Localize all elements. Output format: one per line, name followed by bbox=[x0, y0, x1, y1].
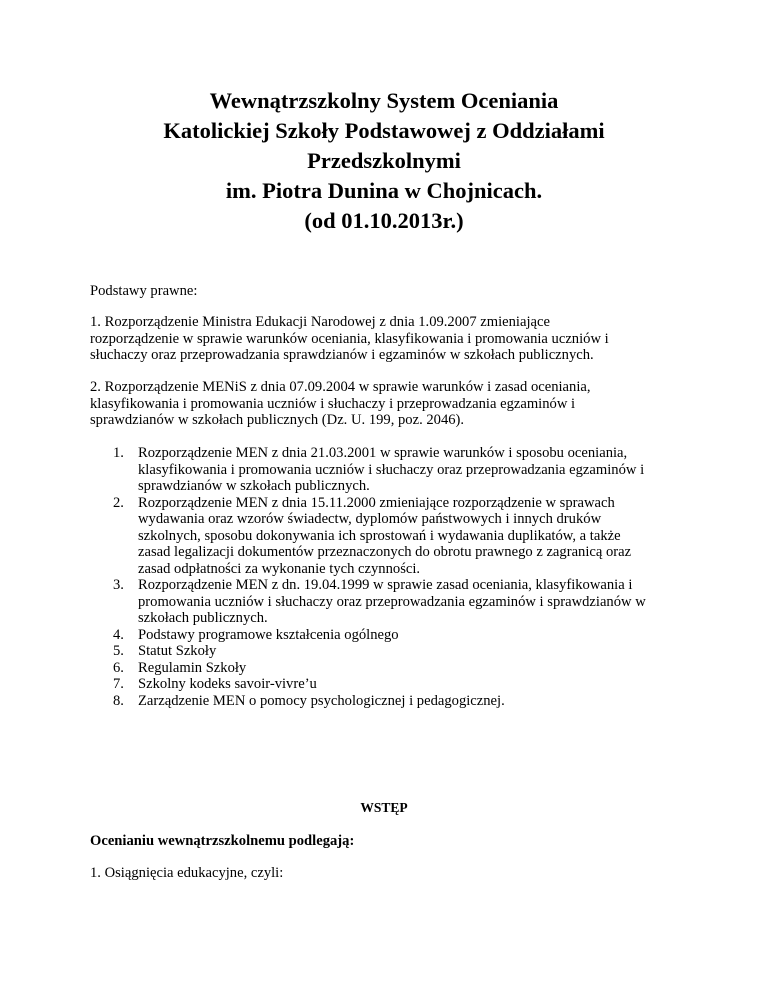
text-line: 2. Rozporządzenie MENiS z dnia 07.09.2004 w sprawie warunków i zasad oceniania, bbox=[90, 379, 591, 395]
text-line: zasad legalizacji dokumentów przeznaczonych do obrotu prawnego z zagranicą oraz bbox=[138, 544, 632, 560]
list-item bbox=[90, 643, 690, 660]
list-item bbox=[90, 627, 690, 644]
text-line: Regulamin Szkoły bbox=[138, 659, 247, 676]
text-line: Rozporządzenie MEN z dn. 19.04.1999 w sprawie zasad oceniania, klasyfikowania i bbox=[138, 577, 633, 593]
list-item-number: 6. bbox=[113, 659, 124, 676]
list-item-number: 1. bbox=[113, 445, 124, 461]
list-item-number: 4. bbox=[113, 626, 124, 643]
text-line: Rozporządzenie MEN z dnia 21.03.2001 w sprawie warunków i sposobu oceniania, bbox=[138, 445, 628, 461]
title-line: Przedszkolnymi bbox=[307, 148, 461, 173]
title-line: Katolickiej Szkoły Podstawowej z Oddziałami bbox=[163, 118, 605, 143]
list-item bbox=[90, 676, 690, 693]
text-line: klasyfikowania i promowania uczniów i słuchaczy i przeprowadzania egzaminów i bbox=[90, 395, 576, 412]
text-line: 1. Rozporządzenie Ministra Edukacji Narodowej z dnia 1.09.2007 zmieniające bbox=[90, 314, 550, 330]
text-line: sprawdzianów w szkołach publicznych. bbox=[138, 478, 370, 494]
list-item-number: 7. bbox=[113, 676, 124, 692]
text-line: szkolnych, sposobu dokonywania ich sprostowań i wydawania duplikatów, a także bbox=[138, 527, 621, 544]
list-item-number: 8. bbox=[113, 692, 124, 709]
title-line: im. Piotra Dunina w Chojnicach. bbox=[225, 178, 543, 203]
intro-heading: WSTĘP bbox=[360, 800, 408, 815]
document-title bbox=[84, 86, 684, 236]
title-line: Wewnątrzszkolny System Oceniania bbox=[209, 88, 559, 113]
text-line: szkołach publicznych. bbox=[138, 610, 268, 626]
list-item bbox=[90, 495, 690, 578]
text-line: klasyfikowania i promowania uczniów i słuchaczy oraz przeprowadzania egzaminów i bbox=[138, 461, 645, 478]
list-item bbox=[90, 445, 690, 495]
list-item-number: 5. bbox=[113, 643, 124, 659]
list-item bbox=[90, 577, 690, 627]
text-line: Statut Szkoły bbox=[138, 643, 217, 659]
text-line: wydawania oraz wzorów świadectw, dyplomów państwowych i innych druków bbox=[138, 511, 602, 527]
legal-basis-item-2 bbox=[90, 379, 690, 429]
text-line: Podstawy programowe kształcenia ogólnego bbox=[138, 626, 399, 643]
legal-basis-item-1 bbox=[90, 314, 690, 364]
text-line: Zarządzenie MEN o pomocy psychologicznej i pedagogicznej. bbox=[138, 692, 505, 709]
text-line: promowania uczniów i słuchaczy oraz przeprowadzania egzaminów i sprawdzianów w bbox=[138, 593, 646, 610]
achievements-paragraph: 1. Osiągnięcia edukacyjne, czyli: bbox=[90, 865, 284, 881]
list-item bbox=[90, 693, 690, 710]
list-item-number: 2. bbox=[113, 494, 124, 511]
list-item-number: 3. bbox=[113, 577, 124, 593]
title-line: (od 01.10.2013r.) bbox=[304, 208, 464, 233]
text-line: słuchaczy oraz przeprowadzania sprawdzianów i egzaminów w szkołach publicznych. bbox=[90, 347, 594, 363]
legal-basis-heading: Podstawy prawne: bbox=[90, 283, 198, 299]
text-line: rozporządzenie w sprawie warunków oceniania, klasyfikowania i promowania uczniów i bbox=[90, 330, 609, 347]
text-line: Rozporządzenie MEN z dnia 15.11.2000 zmieniające rozporządzenie w sprawach bbox=[138, 494, 615, 511]
legal-acts-list bbox=[90, 445, 690, 709]
list-item bbox=[90, 660, 690, 677]
text-line: zasad odpłatności za wykonanie tych czynności. bbox=[138, 560, 421, 577]
text-line: Szkolny kodeks savoir-vivre’u bbox=[138, 676, 317, 692]
text-line: sprawdzianów w szkołach publicznych (Dz. U. 199, poz. 2046). bbox=[90, 412, 465, 428]
assessment-subheading: Ocenianiu wewnątrzszkolnemu podlegają: bbox=[90, 833, 355, 849]
